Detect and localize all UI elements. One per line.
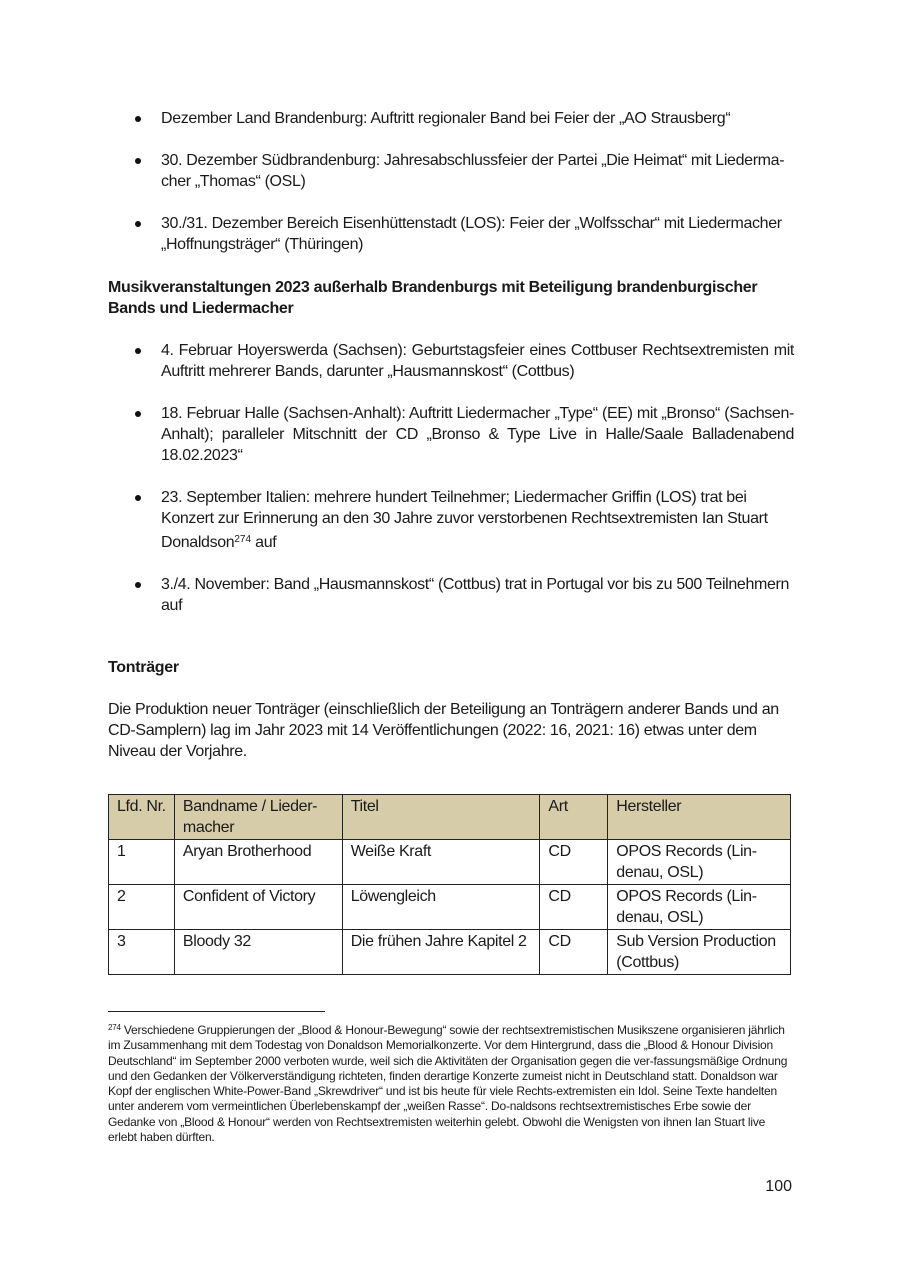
table-cell: OPOS Records (Lin-denau, OSL) bbox=[608, 840, 791, 885]
page-number: 100 bbox=[765, 1178, 792, 1195]
table-row bbox=[109, 885, 791, 930]
bullet-icon bbox=[135, 495, 141, 501]
table-cell: 1 bbox=[109, 840, 175, 885]
table-cell: Weiße Kraft bbox=[342, 840, 540, 885]
table-cell: Bloody 32 bbox=[174, 930, 342, 975]
table-cell: 2 bbox=[109, 885, 175, 930]
table-cell: OPOS Records (Lin-denau, OSL) bbox=[608, 885, 791, 930]
bullet-icon bbox=[135, 582, 141, 588]
table-row bbox=[109, 930, 791, 975]
list-item: 30. Dezember Südbrandenburg: Jahresabschlussfeier der Partei „Die Heimat“ mit Liederma-cher „Thomas“ (OSL) bbox=[108, 150, 794, 192]
bullet-icon bbox=[135, 158, 141, 164]
section-heading-events: Musikveranstaltungen 2023 außerhalb Brandenburgs mit Beteiligung brandenburgischer Bands und Liedermacher bbox=[108, 279, 758, 317]
bullet-icon bbox=[135, 116, 141, 122]
table-cell: Aryan Brotherhood bbox=[174, 840, 342, 885]
table-cell: Sub Version Production (Cottbus) bbox=[608, 930, 791, 975]
footnote-divider bbox=[108, 1011, 325, 1012]
bullet-icon bbox=[135, 221, 141, 227]
column-header: Art bbox=[540, 795, 608, 840]
table-cell: 3 bbox=[109, 930, 175, 975]
body-paragraph: Die Produktion neuer Tonträger (einschließlich der Beteiligung an Tonträgern anderer Bands und an CD-Samplern) lag im Jahr 2023 mit 14 Veröffentlichungen (2022: 16, 2021: 16) etwas unter dem Niveau der Vorjahre. bbox=[108, 701, 779, 760]
bullet-list-top bbox=[108, 108, 794, 276]
table-row bbox=[109, 840, 791, 885]
table-cell: CD bbox=[540, 930, 608, 975]
column-header: Titel bbox=[342, 795, 540, 840]
footnote bbox=[108, 1020, 792, 1145]
bullet-icon bbox=[135, 348, 141, 354]
column-header: Bandname / Lieder-macher bbox=[174, 795, 342, 840]
list-item: 18. Februar Halle (Sachsen-Anhalt): Auftritt Liedermacher „Type“ (EE) mit „Bronso“ (Sachsen-Anhalt); paralleler Mitschnitt der CD „Bronso & Type Live in Halle/Saale Balladenabend 18.02.2023“ bbox=[108, 403, 794, 466]
column-header: Lfd. Nr. bbox=[109, 795, 175, 840]
table-header-row bbox=[109, 795, 791, 840]
footnote-number: 274 bbox=[108, 1023, 121, 1032]
list-item: 30./31. Dezember Bereich Eisenhüttenstadt (LOS): Feier der „Wolfsschar“ mit Liedermacher „Hoffnungsträger“ (Thüringen) bbox=[108, 213, 794, 255]
table-cell: Löwengleich bbox=[342, 885, 540, 930]
list-item: 4. Februar Hoyerswerda (Sachsen): Geburtstagsfeier eines Cottbuser Rechtsextremisten mit Auftritt mehrerer Bands, darunter „Hausmannskost“ (Cottbus) bbox=[108, 340, 794, 382]
releases-table bbox=[108, 794, 791, 975]
list-item: 23. September Italien: mehrere hundert Teilnehmer; Liedermacher Griffin (LOS) trat bei Konzert zur Erinnerung an den 30 Jahre zuvor verstorbenen Rechtsextremisten Ian Stuart Donaldson$^{274}$ auf bbox=[108, 487, 794, 553]
table-cell: Die frühen Jahre Kapitel 2 bbox=[342, 930, 540, 975]
table-cell: CD bbox=[540, 840, 608, 885]
list-item: 3./4. November: Band „Hausmannskost“ (Cottbus) trat in Portugal vor bis zu 500 Teilnehmern auf bbox=[108, 574, 794, 616]
bullet-icon bbox=[135, 411, 141, 417]
footnote-reference[interactable]: 274 bbox=[234, 534, 252, 545]
bullet-list-events bbox=[108, 340, 794, 637]
column-header: Hersteller bbox=[608, 795, 791, 840]
list-item: Dezember Land Brandenburg: Auftritt regionaler Band bei Feier der „AO Strausberg“ bbox=[108, 108, 794, 129]
footnote-text: Verschiedene Gruppierungen der „Blood & Honour-Bewegung“ sowie der rechtsextremistischen Musikszene organisieren jährlich im Zusammenhang mit dem Todestag von Donaldson Memorialkonzerte. Vor dem Hintergrund, dass die „Blood & Honour Division Deutschland“ im September 2000 verboten wurde, weil sich die Aktivitäten der Organisation gegen die ver-fassungsmäßige Ordnung und den Gedanken der Völkerverständigung richteten, finden derartige Konzerte zumeist nicht in Deutschland statt. Donaldson war Kopf der englischen White-Power-Band „Skrewdriver“ und ist bis heute für viele Rechts-extremisten ein Idol. Seine Texte handelten unter anderem vom vermeintlichen Überlebenskampf der „weißen Rasse“. Do-naldsons rechtsextremistisches Erbe sowie der Gedanke von „Blood & Honour“ werden von Rechtsextremisten weiterhin gelebt. Obwohl die Wenigsten von ihnen Ian Stuart live erlebt haben dürften. bbox=[108, 1023, 788, 1145]
table-cell: Confident of Victory bbox=[174, 885, 342, 930]
section-heading-tontraeger: Tonträger bbox=[108, 659, 179, 676]
table-cell: CD bbox=[540, 885, 608, 930]
